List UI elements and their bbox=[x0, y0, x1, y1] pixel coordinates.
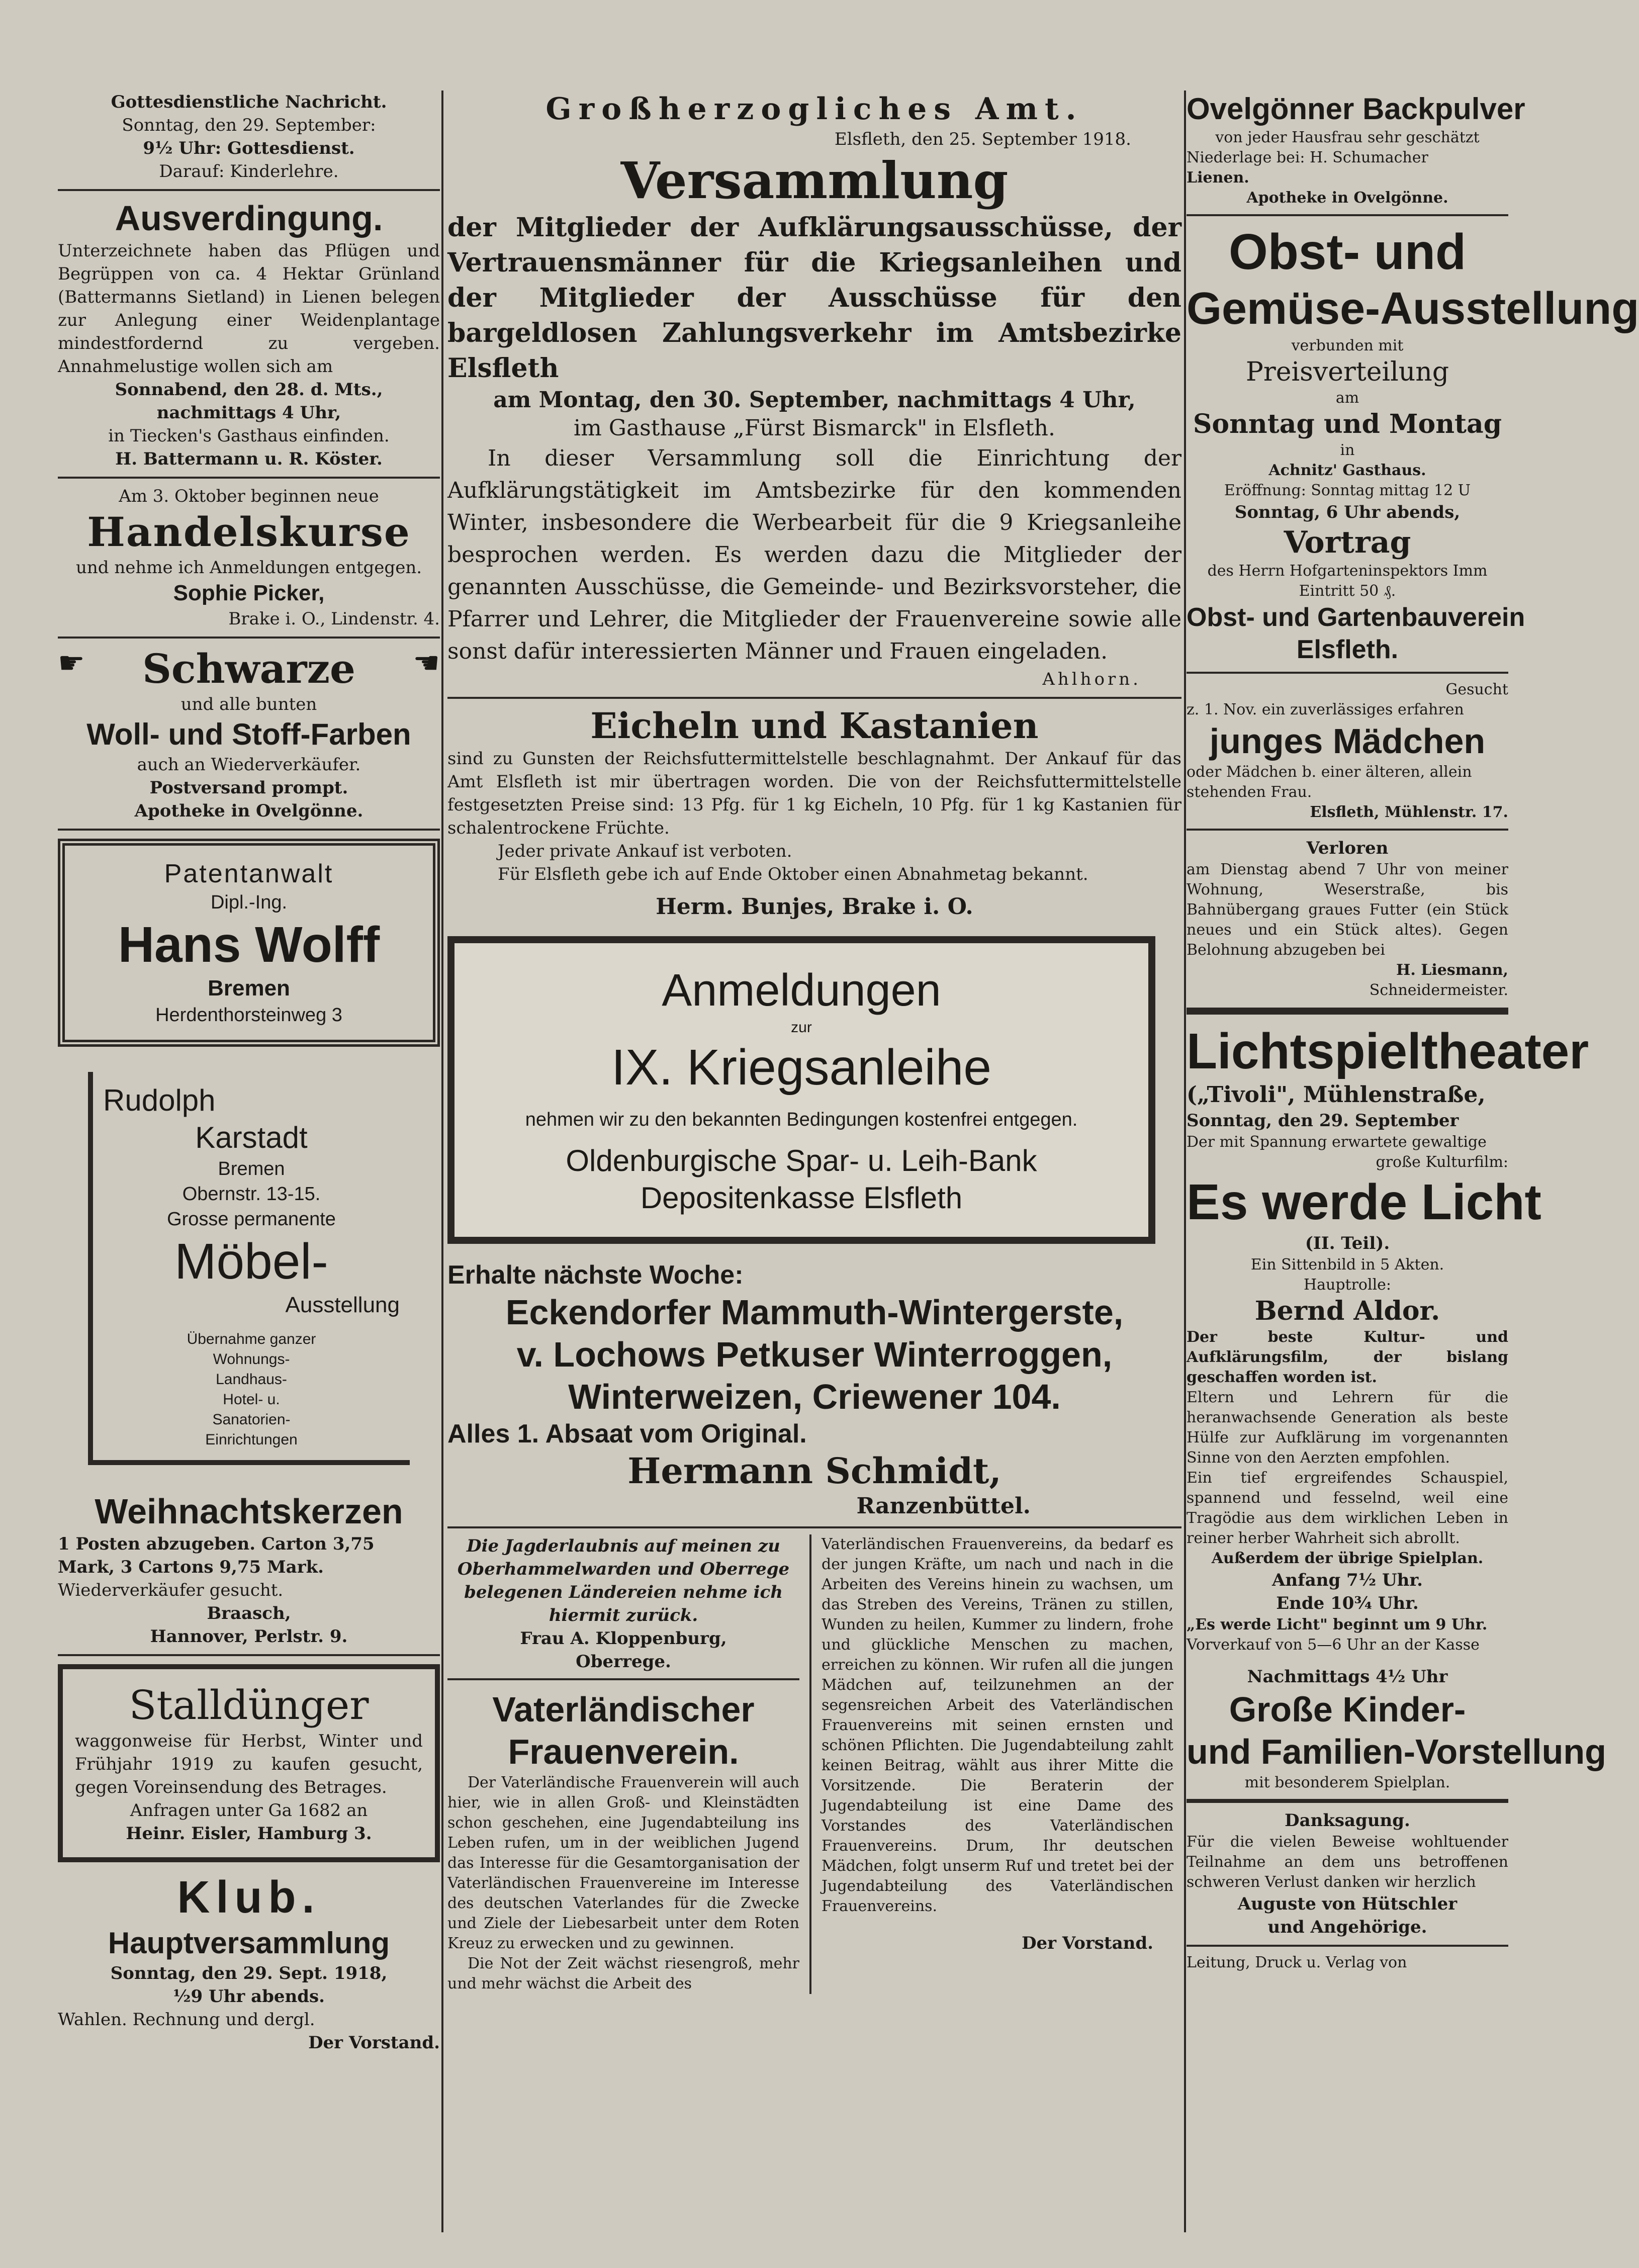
ad-line: zur bbox=[791, 1019, 812, 1036]
ad-name: Hans Wolff bbox=[118, 917, 380, 973]
ad-text: waggonweise für Herbst, Winter und Frühjahr 1919 zu kaufen gesucht, gegen Voreinsendung des Betrages. bbox=[75, 1731, 423, 1797]
ad-line: stehenden Frau. bbox=[1187, 783, 1312, 801]
ad-title: Patentanwalt bbox=[164, 859, 334, 888]
ad-title: Verloren bbox=[1306, 838, 1389, 858]
ad-sub: der Mitglieder der Aufklärungsausschüsse, der Vertrauensmänner für die Kriegsanleihen und der Mitglieder der Ausschüsse für den bargeldlosen Zahlungsverkehr im Amtsbezirke Elsfleth bbox=[447, 212, 1181, 384]
ad-list-item: Landhaus- bbox=[216, 1371, 287, 1388]
ad-line: Apotheke in Ovelgönne. bbox=[1246, 189, 1448, 207]
ad-addr: Heinr. Eisler, Hamburg 3. bbox=[126, 1824, 372, 1844]
ad-amt bbox=[447, 90, 1181, 691]
ad-line: Dipl.-Ing. bbox=[210, 892, 288, 913]
ad-line: Sonnabend, den 28. d. Mts., bbox=[115, 380, 383, 400]
ad-text: Eltern und Lehrern für die heranwachsende Generation als beste Hülfe zur Aufklärung im vorgenannten Sinne von den Aerzten empfohlen. bbox=[1187, 1389, 1508, 1467]
ad-handelskurse bbox=[58, 485, 440, 630]
ad-line: Grosse permanente bbox=[167, 1209, 336, 1230]
ad-line: mit besonderem Spielplan. bbox=[1244, 1774, 1450, 1791]
ad-name: Sophie Picker, bbox=[173, 581, 325, 605]
ad-title: Gemüse-Ausstellung bbox=[1187, 284, 1639, 334]
ad-addr: Obernstr. 13-15. bbox=[182, 1184, 321, 1205]
ad-list-item: Übernahme ganzer bbox=[187, 1331, 316, 1347]
ad-name: Karstadt bbox=[195, 1121, 308, 1154]
ad-schwarze bbox=[58, 645, 440, 823]
ad-line: am bbox=[1335, 389, 1359, 407]
ad-big: Woll- und Stoff-Farben bbox=[86, 717, 411, 751]
ad-line: Sonntag, den 29. September: bbox=[122, 115, 376, 135]
ad-line: Vorverkauf von 5—6 Uhr an der Kasse bbox=[1187, 1636, 1480, 1654]
ad-line: Sonntag, den 29. Sept. 1918, bbox=[110, 1963, 388, 1983]
ad-sub: Hauptversammlung bbox=[108, 1926, 390, 1960]
ad-line: Jeder private Ankauf ist verboten. bbox=[498, 841, 792, 861]
ad-text: Vaterländischen Frauenvereins, da bedarf es der jungen Kräfte, um nach und nach in die Arbeiten des Vereins hinein zu wachsen, um das Streben des Vereins, Tränen zu stillen, Wunden zu heilen, Kummer zu lindern, frohe und glückliche Menschen zu machen, erreichen zu können. Wir rufen all die jungen Mädchen auf, teilzunehmen an der segensreichen Arbeit des Vaterländischen Frauenvereins mit seinen ernsten und schönen Pflichten. Die Jugendabteilung zahlt keinen Beitrag, wählt aus ihrer Mitte die Vorsitzende. Die Beraterin der Jugendabteilung ist eine Dame des Vorstandes des Vaterländischen Frauenvereins. Drum, Ihr deutschen Mädchen, folgt unserm Ruf und tretet bei der Jugendabteilung des Vaterländischen Frauenvereins. bbox=[822, 1535, 1173, 1915]
ad-line: Der mit Spannung erwartete gewaltige bbox=[1187, 1133, 1487, 1151]
ad-bank: Depositenkasse Elsfleth bbox=[640, 1181, 963, 1215]
ad-text: am Dienstag abend 7 Uhr von meiner Wohnung, Weserstraße, bis Bahnübergang graues Futter (ein Stück neues und ein Stück altes). Gegen Belohnung abzugeben bei bbox=[1187, 861, 1508, 959]
ad-gesucht bbox=[1187, 680, 1508, 823]
ad-line: nachmittags 4 Uhr, bbox=[156, 403, 341, 423]
ad-line: große Kulturfilm: bbox=[1376, 1153, 1508, 1171]
ad-text: Der beste Kultur- und Aufklärungsfilm, der bislang geschaffen worden ist. bbox=[1187, 1328, 1508, 1386]
ad-line: und alle bunten bbox=[180, 694, 317, 714]
ad-title: Anmeldungen bbox=[662, 965, 941, 1016]
ad-dank bbox=[1187, 1809, 1508, 1939]
ad-text: Der Vaterländische Frauenverein will auch hier, wie in allen Groß- und Kleinstädten schon geschehen, eine Jugendabteilung ins Leben rufen, um in der weiblichen Jugend das Interesse für die Gesamtorganisation der Vaterländischen Frauenvereine im Interesse des deutschen Vaterlandes für die Zwecke und Ziele der Liebesarbeit unter dem Roten Kreuz zu erwecken und zu gewinnen. bbox=[447, 1774, 799, 1952]
divider bbox=[447, 697, 1181, 699]
ad-title: Frauenverein. bbox=[508, 1732, 739, 1771]
ad-line: Ende 10¾ Uhr. bbox=[1276, 1593, 1419, 1613]
ad-name: Braasch, bbox=[207, 1603, 291, 1623]
ad-line: Hauptrolle: bbox=[1303, 1276, 1392, 1294]
divider bbox=[58, 829, 440, 831]
ad-line: Ein Sittenbild in 5 Akten. bbox=[1250, 1256, 1444, 1274]
ad-line: „Es werde Licht" beginnt um 9 Uhr. bbox=[1187, 1616, 1488, 1634]
ad-heading: Versammlung bbox=[620, 151, 1009, 210]
ad-sign: H. Liesmann, bbox=[1396, 961, 1508, 979]
pointing-hand-icon: ☚ bbox=[413, 646, 440, 681]
ad-gottesdienst bbox=[58, 90, 440, 183]
divider bbox=[1187, 672, 1508, 674]
ad-line: und nehme ich Anmeldungen entgegen. bbox=[75, 558, 422, 578]
ad-text: Die Not der Zeit wächst riesengroß, mehr und mehr wächst die Arbeit des bbox=[447, 1955, 799, 1992]
two-col-block bbox=[447, 1534, 1181, 1994]
ad-line: 1 Posten abzugeben. Carton 3,75 bbox=[58, 1534, 375, 1554]
pointing-hand-icon: ☛ bbox=[58, 646, 85, 681]
column-rule bbox=[441, 90, 443, 2232]
ad-line: Vortrag bbox=[1284, 525, 1411, 560]
ad-title: Schwarze bbox=[142, 645, 355, 692]
ad-title: Klub. bbox=[177, 1872, 321, 1923]
ad-line: Am 3. Oktober beginnen neue bbox=[119, 486, 379, 506]
ad-line: v. Lochows Petkuser Winterroggen, bbox=[516, 1335, 1113, 1374]
ad-line: Mark, 3 Cartons 9,75 Mark. bbox=[58, 1557, 324, 1577]
ad-big: und Familien-Vorstellung bbox=[1187, 1732, 1606, 1771]
divider bbox=[58, 1654, 440, 1656]
ad-line: Wahlen. Rechnung und dergl. bbox=[58, 2010, 315, 2030]
divider bbox=[1187, 829, 1508, 831]
subcol-left bbox=[447, 1534, 799, 1994]
ad-big: Es werde Licht bbox=[1187, 1174, 1541, 1230]
ad-line: Für Elsfleth gebe ich auf Ende Oktober einen Abnahmetag bekannt. bbox=[498, 864, 1088, 884]
divider bbox=[1187, 1945, 1508, 1947]
ad-text: sind zu Gunsten der Reichsfuttermittelstelle beschlagnahmt. Der Ankauf für das Amt Elsfleth ist mir übertragen worden. Die von der Reichsfuttermittelstelle festgesetzten Preise sind: 13 Pfg. für 1 kg Eicheln, 10 Pfg. für 1 kg Kastanien für schalentrockene Früchte. bbox=[447, 749, 1181, 838]
ad-sign: Herm. Bunjes, Brake i. O. bbox=[656, 894, 973, 920]
ad-ausstellung bbox=[1187, 222, 1639, 666]
ad-title: Danksagung. bbox=[1285, 1810, 1410, 1831]
ad-sign: H. Battermann u. R. Köster. bbox=[115, 449, 383, 469]
ad-list bbox=[103, 1329, 400, 1450]
ad-line: Eröffnung: Sonntag mittag 12 U bbox=[1224, 482, 1471, 499]
ad-line: Nachmittags 4½ Uhr bbox=[1247, 1667, 1448, 1687]
ad-sign: Frau A. Kloppenburg, bbox=[520, 1628, 727, 1649]
ad-big: IX. Kriegsanleihe bbox=[611, 1039, 991, 1096]
ad-line: in bbox=[1340, 441, 1355, 459]
ad-kino bbox=[1187, 1008, 1606, 1793]
ad-title: Vaterländischer bbox=[492, 1690, 755, 1729]
ad-line: verbunden mit bbox=[1291, 337, 1404, 354]
ad-line: Niederlage bei: H. Schumacher bbox=[1187, 149, 1428, 166]
ad-text: Ein tief ergreifendes Schauspiel, spannend und fesselnd, weil eine Tragödie aus dem wirklichen Leben in reiner herber Wahrheit sich abrollt. bbox=[1187, 1469, 1508, 1547]
ad-line: Bernd Aldor. bbox=[1254, 1296, 1440, 1326]
ad-line: Außerdem der übrige Spielplan. bbox=[1211, 1550, 1484, 1567]
ad-line: z. 1. Nov. ein zuverlässiges erfahren bbox=[1187, 701, 1464, 718]
ad-line: Sonntag, 6 Uhr abends, bbox=[1234, 502, 1461, 522]
ad-title: Lichtspieltheater bbox=[1187, 1023, 1589, 1079]
ad-list-item: Sanatorien- bbox=[212, 1411, 291, 1428]
ad-place: Ranzenbüttel. bbox=[856, 1493, 1031, 1519]
ad-patent bbox=[58, 839, 440, 1047]
ad-klub bbox=[58, 1870, 440, 2054]
ad-line: Winterweizen, Criewener 104. bbox=[568, 1377, 1061, 1416]
ad-text: nehmen wir zu den bekannten Bedingungen kostenfrei entgegen. bbox=[525, 1109, 1078, 1130]
ad-addr: Herdenthorsteinweg 3 bbox=[155, 1005, 342, 1026]
ad-gerste bbox=[447, 1259, 1181, 1520]
ad-title: Ovelgönner Backpulver bbox=[1187, 92, 1525, 126]
ad-text: Unterzeichnete haben das Pflügen und Begrüppen von ca. 4 Hektar Grünland (Battermanns Sietland) in Lienen belegen zur Anlegung einer Weidenplantage mindestfordernd zu vergeben. Annahmelustige wollen sich am bbox=[58, 241, 440, 377]
ad-title: Eicheln und Kastanien bbox=[590, 705, 1039, 747]
ad-verloren bbox=[1187, 837, 1508, 1001]
ad-text: In dieser Versammlung soll die Einrichtung der Aufklärungstätigkeit im Amtsbezirke für den kommenden Winter, insbesondere die Werbearbeit für die 9 Kriegsanleihe besprochen werden. Es werden dazu die Mitglieder der genannten Ausschüsse, die Gemeinde- und Bezirksvorsteher, die Pfarrer und Lehrer, die Mitglieder der Frauenvereine sowie alle sonst dafür interessierten Männer und Frauen eingeladen. bbox=[447, 445, 1181, 664]
ad-line: in Tiecken's Gasthaus einfinden. bbox=[108, 426, 390, 446]
ad-title: Obst- und bbox=[1228, 224, 1467, 280]
ad-big: Möbel- bbox=[174, 1233, 328, 1290]
ad-title: Stalldünger bbox=[129, 1682, 369, 1729]
ad-name: Hermann Schmidt, bbox=[627, 1450, 1001, 1492]
ad-line: auch an Wiederverkäufer. bbox=[137, 755, 361, 775]
ad-sign: und Angehörige. bbox=[1267, 1917, 1427, 1937]
ad-title: Gottesdienstliche Nachricht. bbox=[111, 92, 387, 112]
ad-list-item: Einrichtungen bbox=[205, 1431, 298, 1448]
divider bbox=[1187, 1799, 1508, 1803]
ad-stall bbox=[58, 1664, 440, 1862]
ad-line: Preisverteilung bbox=[1245, 357, 1449, 387]
ad-text: Für die vielen Beweise wohltuender Teilnahme an dem uns betroffenen schweren Verlust danken wir herzlich bbox=[1187, 1833, 1508, 1891]
ad-line: Sonntag, den 29. September bbox=[1187, 1111, 1459, 1131]
ad-title: Ausverdingung. bbox=[115, 199, 383, 238]
ad-sign: Der Vorstand. bbox=[308, 2033, 440, 2053]
ad-bank: Oldenburgische Spar- u. Leih-Bank bbox=[566, 1144, 1037, 1177]
footer-imprint: Leitung, Druck u. Verlag von bbox=[1187, 1954, 1407, 1971]
ad-title: Großherzogliches Amt. bbox=[545, 92, 1083, 127]
ad-backpulver bbox=[1187, 90, 1525, 208]
ad-jagd bbox=[447, 1534, 799, 1680]
ad-line: Alles 1. Absaat vom Original. bbox=[447, 1419, 807, 1448]
ad-line: (II. Teil). bbox=[1305, 1233, 1390, 1253]
schwarze-title-row bbox=[58, 645, 440, 693]
ad-line: Erhalte nächste Woche: bbox=[447, 1260, 744, 1290]
ad-line: Gesucht bbox=[1445, 681, 1508, 698]
ad-line: Postversand prompt. bbox=[149, 778, 348, 798]
column-rule bbox=[809, 1534, 811, 1994]
ad-ausverdingung bbox=[58, 197, 440, 471]
ad-big: Große Kinder- bbox=[1229, 1690, 1466, 1729]
column-middle bbox=[447, 90, 1181, 1994]
ad-line: Sonntag und Montag bbox=[1193, 409, 1502, 439]
ad-sign: Auguste von Hütschler bbox=[1237, 1894, 1458, 1914]
column-left bbox=[58, 90, 440, 2054]
ad-eicheln bbox=[447, 705, 1181, 921]
divider bbox=[58, 477, 440, 479]
ad-line: ½9 Uhr abends. bbox=[173, 1986, 325, 2007]
ad-line: Anfang 7½ Uhr. bbox=[1271, 1570, 1423, 1590]
ad-addr: Hannover, Perlstr. 9. bbox=[150, 1626, 348, 1647]
ad-list-item: Wohnungs- bbox=[213, 1351, 290, 1368]
ad-line: Apotheke in Ovelgönne. bbox=[134, 801, 363, 821]
ad-sign: Schneidermeister. bbox=[1369, 981, 1508, 999]
ad-line: Wiederverkäufer gesucht. bbox=[58, 1580, 284, 1600]
ad-city: Bremen bbox=[208, 976, 290, 1001]
divider bbox=[58, 637, 440, 639]
subcol-right bbox=[822, 1534, 1173, 1994]
ad-date: Elsfleth, den 25. September 1918. bbox=[834, 129, 1131, 149]
ad-sign: Der Vorstand. bbox=[1022, 1933, 1153, 1953]
ad-line: Obst- und Gartenbauverein bbox=[1187, 603, 1525, 632]
ad-text: Die Jagderlaubnis auf meinen zu Oberhammelwarden und Oberrege belegenen Ländereien nehme ich hiermit zurück. bbox=[457, 1536, 790, 1625]
ad-line: Achnitz' Gasthaus. bbox=[1268, 462, 1426, 479]
ad-line: des Herrn Hofgarteninspektors Imm bbox=[1207, 562, 1488, 580]
divider bbox=[447, 1526, 1181, 1528]
ad-where: im Gasthause „Fürst Bismarck" in Elsfleth. bbox=[574, 415, 1055, 441]
ad-line: oder Mädchen b. einer älteren, allein bbox=[1187, 763, 1472, 781]
column-rule bbox=[1184, 90, 1186, 2232]
ad-sign: Ahlhorn. bbox=[1042, 669, 1141, 689]
divider bbox=[58, 189, 440, 191]
ad-list-item: Hotel- u. bbox=[223, 1391, 280, 1408]
ad-city: Bremen bbox=[218, 1158, 285, 1180]
ad-line: Elsfleth. bbox=[1296, 635, 1399, 664]
ad-line: Lienen. bbox=[1187, 169, 1249, 187]
column-right bbox=[1187, 90, 1639, 1973]
ad-line: Eintritt 50 ₰. bbox=[1299, 582, 1396, 600]
ad-title: Handelskurse bbox=[87, 508, 411, 556]
ad-kriegsanleihe bbox=[447, 936, 1155, 1244]
ad-line: Ausstellung bbox=[285, 1293, 400, 1317]
ad-line: („Tivoli", Mühlenstraße, bbox=[1187, 1082, 1486, 1108]
ad-title: Weihnachtskerzen bbox=[95, 1492, 403, 1531]
ad-line: Darauf: Kinderlehre. bbox=[159, 161, 339, 182]
ad-when: am Montag, den 30. September, nachmittags 4 Uhr, bbox=[493, 387, 1136, 413]
ad-name: Rudolph bbox=[103, 1083, 216, 1117]
ad-line: Elsfleth, Mühlenstr. 17. bbox=[1310, 803, 1508, 821]
divider bbox=[1187, 214, 1508, 216]
ad-line: 9½ Uhr: Gottesdienst. bbox=[143, 138, 355, 158]
ad-karstadt bbox=[88, 1072, 410, 1465]
ad-kerzen bbox=[58, 1490, 440, 1648]
ad-line: von jeder Hausfrau sehr geschätzt bbox=[1215, 129, 1480, 146]
ad-addr: Brake i. O., Lindenstr. 4. bbox=[228, 609, 440, 629]
ad-big: junges Mädchen bbox=[1209, 721, 1486, 761]
ad-line: Eckendorfer Mammuth-Wintergerste, bbox=[505, 1293, 1124, 1332]
ad-line: Anfragen unter Ga 1682 an bbox=[130, 1800, 368, 1821]
ad-place: Oberrege. bbox=[576, 1652, 671, 1672]
